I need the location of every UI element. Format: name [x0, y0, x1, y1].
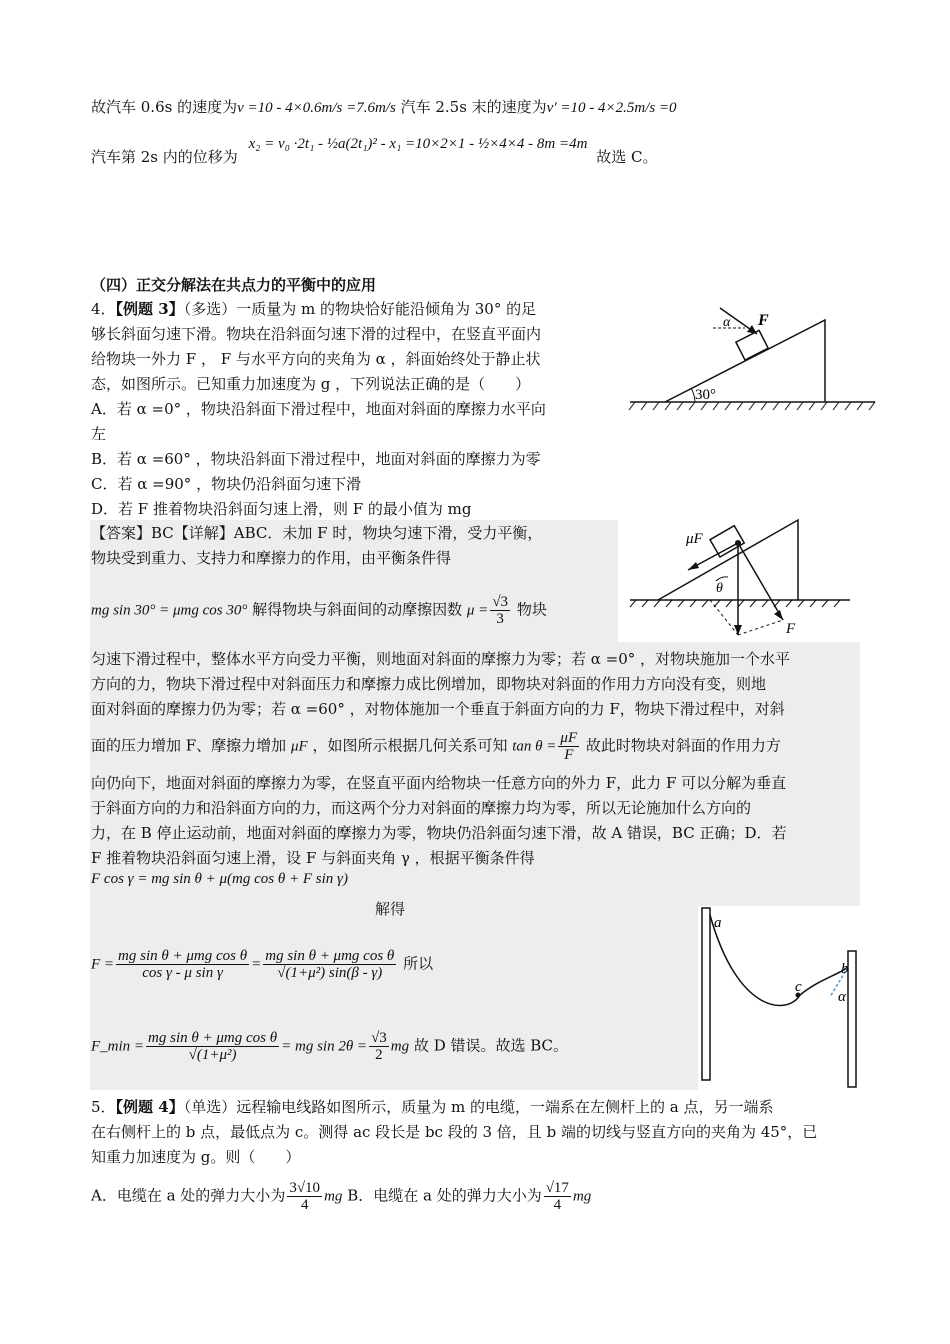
answer-line-8: 向仍向下，地面对斜面的摩擦力为零，在竖直平面内给物块一任意方向的外力 F，此力 F 可以分解为垂直	[91, 774, 787, 792]
equation: mg	[572, 1188, 592, 1205]
answer-line-6: 面对斜面的摩擦力仍为零；若 α =60° ，对物体施加一个垂直于斜面方向的力 F，物块下滑过程中，对斜	[91, 700, 785, 718]
answer-text: 所以	[403, 954, 434, 973]
option-b-text: B．电缆在 a 处的弹力大小为	[347, 1186, 542, 1205]
fraction-denominator: cos γ - μ sin γ	[142, 965, 223, 981]
q4-line-2: 够长斜面匀速下滑。物块在沿斜面匀速下滑的过程中，在竖直平面内	[91, 325, 542, 343]
question-tag: 【例题 3】	[115, 300, 184, 318]
q5-line-2: 在右侧杆上的 b 点，最低点为 c。测得 ac 段长是 bc 段的 3 倍，且 b 端的切线与竖直方向的夹角为 45°，已	[91, 1123, 818, 1141]
q4-option-a-cont: 左	[91, 425, 107, 443]
fraction-denominator: 3	[496, 611, 504, 627]
q5-line-3: 知重力加速度为 g。则（ ）	[91, 1148, 301, 1166]
fraction-numerator: mg sin θ + μmg cos θ	[265, 948, 395, 964]
section-title: （四）正交分解法在共点力的平衡中的应用	[91, 276, 377, 294]
intro-text: 故汽车 0.6s 的速度为	[91, 98, 238, 116]
question-number: 4．	[91, 300, 116, 318]
equation: tan θ =	[512, 738, 557, 755]
alpha-label: α	[723, 315, 731, 330]
option-a-text: A．电缆在 a 处的弹力大小为	[91, 1186, 286, 1205]
equation: μF	[290, 738, 308, 755]
force-label: F	[758, 312, 769, 329]
answer-line-5: 方向的力，物块下滑过程中对斜面压力和摩擦力成比例增加，即物块对斜面的作用力方向没有变，则地	[91, 675, 767, 693]
intro-text: 故选 C。	[596, 148, 658, 166]
intro-text: 汽车 2.5s 末的速度为	[400, 98, 547, 116]
fraction-numerator: μF	[560, 730, 578, 746]
fraction-numerator: √17	[545, 1180, 569, 1196]
equation: mg	[390, 1038, 410, 1055]
answer-text: 解得物块与斜面间的动摩擦因数	[252, 600, 463, 619]
question-tag: 【例题 4】	[115, 1098, 184, 1116]
answer-text: 故此时物块对斜面的作用力方	[585, 736, 781, 755]
equation: v =10 - 4×0.6m/s =7.6m/s	[237, 100, 396, 116]
intro-line-2	[91, 134, 658, 166]
q4-line-1	[91, 298, 536, 320]
q5-line-1	[91, 1096, 773, 1118]
solve-label: 解得	[375, 900, 406, 918]
fraction-numerator: mg sin θ + μmg cos θ	[148, 1030, 278, 1046]
fraction-denominator: 4	[553, 1197, 562, 1213]
q4-option-c: C．若 α =90° ，物块仍沿斜面匀速下滑	[91, 475, 362, 493]
min-force-equation	[91, 1030, 568, 1063]
point-c-label: c	[795, 979, 802, 995]
incline-figure	[625, 298, 880, 413]
force-equation: F = $\frac{\text{mg sin θ + μmg cos θ}}{\text{cos γ - μ sin γ}}$ = $\frac{\text{mg sin θ + μmg cos θ}}{\text{√(1+μ²) sin(β - γ)}}$ 所以	[91, 948, 434, 981]
fraction-numerator: mg sin θ + μmg cos θ	[118, 948, 248, 964]
answer-line-7	[91, 730, 781, 763]
point-b-label: b	[841, 961, 849, 977]
q4-line-3: 给物块一外力 F ， F 与水平方向的夹角为 α ，斜面始终处于静止状	[91, 350, 541, 368]
answer-text: 面的压力增加 F、摩擦力增加	[91, 736, 287, 755]
answer-line-3	[91, 594, 547, 627]
equation: F =	[91, 956, 115, 973]
question-text: （单选）远程输电线路如图所示，质量为 m 的电缆，一端系在左侧杆上的 a 点，另一端系	[183, 1098, 774, 1116]
intro-line-1	[91, 96, 677, 119]
balance-equation: F cos γ = mg sin θ + μ(mg cos θ + F sin γ)	[91, 871, 348, 887]
point-a-label: a	[714, 915, 722, 931]
answer-line-2: 物块受到重力、支持力和摩擦力的作用，由平衡条件得	[91, 549, 452, 567]
theta-label: θ	[716, 581, 723, 596]
answer-text: ，如图所示根据几何关系可知	[312, 736, 508, 755]
fraction-denominator: 4	[300, 1197, 309, 1213]
question-number: 5．	[91, 1098, 116, 1116]
q4-option-a: A．若 α =0° ，物块沿斜面下滑过程中，地面对斜面的摩擦力水平向	[91, 400, 546, 418]
force-label: F	[786, 621, 796, 637]
q4-option-b: B．若 α =60° ，物块沿斜面下滑过程中，地面对斜面的摩擦力为零	[91, 450, 541, 468]
fraction-denominator: F	[564, 747, 574, 763]
alpha-label: α	[838, 989, 846, 1005]
answer-line-4: 匀速下滑过程中，整体水平方向受力平衡，则地面对斜面的摩擦力为零；若 α =0° ，对物块施加一个水平	[91, 650, 791, 668]
intro-text: 汽车第 2s 内的位移为	[91, 148, 238, 166]
equation: μ =	[466, 602, 489, 619]
fraction-denominator: √(1+μ²) sin(β - γ)	[277, 965, 383, 981]
mu-f-label: μF	[686, 531, 703, 547]
answer-line-9: 于斜面方向的力和沿斜面方向的力，而这两个分力对斜面的摩擦力均为零，所以无论施加什么方向的	[91, 799, 752, 817]
fraction-numerator: √3	[371, 1030, 387, 1046]
answer-text: 故 D 错误。故选 BC。	[413, 1036, 569, 1055]
question-text: （多选）一质量为 m 的物块恰好能沿倾角为 30° 的足	[183, 300, 537, 318]
q4-option-d: D．若 F 推着物块沿斜面匀速上滑，则 F 的最小值为 mg	[91, 500, 472, 518]
cable-figure	[698, 905, 863, 1090]
answer-text: 物块	[516, 600, 547, 619]
equation: = mg sin 2θ =	[281, 1038, 368, 1055]
equation: x₂ = v₀ ·2t₁ - ½a(2t₁)² - x₁ =10×2×1 - ½×4×4 - 8m =4m	[248, 136, 588, 152]
fraction-denominator: √(1+μ²)	[188, 1047, 237, 1063]
fraction-denominator: 2	[375, 1047, 383, 1063]
fraction-numerator: 3√10	[289, 1180, 321, 1196]
fraction-numerator: √3	[492, 594, 509, 610]
q4-line-4: 态，如图所示。已知重力加速度为 g ，下列说法正确的是（ ）	[91, 375, 531, 393]
answer-line-11: F 推着物块沿斜面匀速上滑，设 F 与斜面夹角 γ ，根据平衡条件得	[91, 849, 535, 867]
answer-line-1: 【答案】BC【详解】ABC．未加 F 时，物块匀速下滑，受力平衡，	[91, 524, 543, 542]
equation: mg sin 30° = μmg cos 30°	[91, 602, 248, 619]
angle-label: 30°	[695, 387, 716, 403]
answer-line-10: 力，在 B 停止运动前，地面对斜面的摩擦力为零，物块仍沿斜面匀速下滑，故 A 错误，BC 正确；D．若	[91, 824, 787, 842]
equation: F_min =	[91, 1038, 145, 1055]
equation: mg	[324, 1188, 343, 1205]
force-diagram	[628, 515, 853, 640]
q5-options	[91, 1180, 591, 1213]
equation: v′ =10 - 4×2.5m/s =0	[546, 100, 677, 116]
